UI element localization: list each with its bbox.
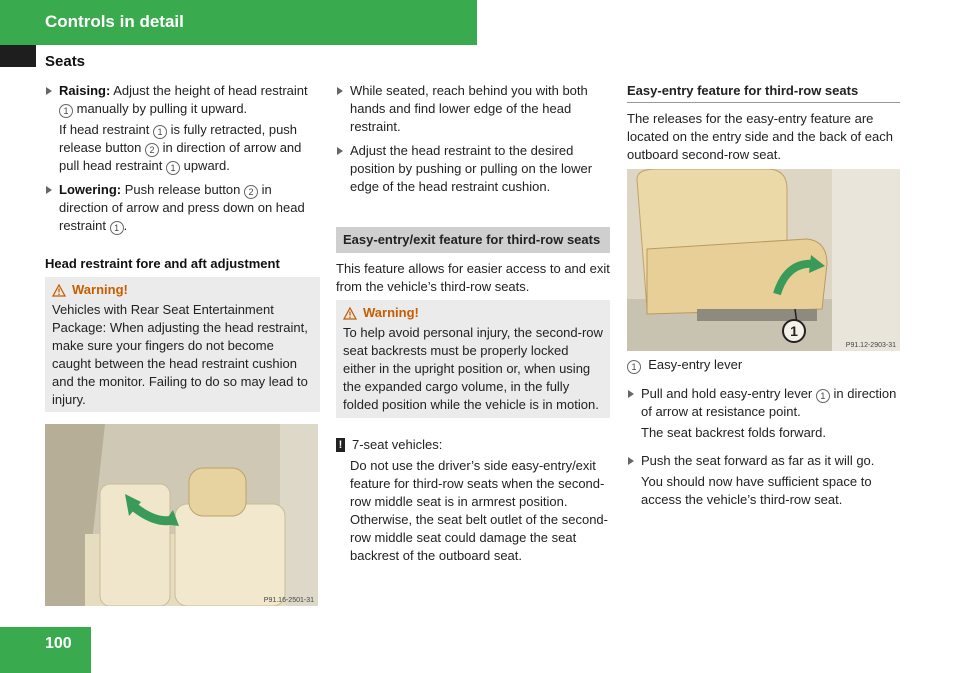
photo-caption: P91.12-2903-31 (845, 342, 896, 349)
easy-entry-intro: This feature allows for easier access to and exit from the vehicle’s third-row seats. (336, 261, 610, 294)
raising-text-end: manually by pulling it upward. (76, 101, 248, 116)
section-marker (0, 45, 36, 67)
raising-label: Raising: (59, 83, 111, 98)
lowering-step: Lowering: Push release button 2 in direction of arrow and press down on head restraint 1 . (45, 181, 320, 235)
header-bar (0, 0, 477, 45)
column-right (627, 82, 900, 164)
step-pull-result: The seat backrest folds forward. (641, 425, 826, 440)
bullet-triangle-icon (628, 457, 634, 465)
warning-box (45, 277, 320, 412)
retracted-text: If head restraint 1 is fully retracted, push release button 2 in direction of arrow and pull head restraint 1 upward. (59, 122, 302, 173)
step-push-seat: Push the seat forward as far as it will go. (627, 452, 900, 470)
column-left (45, 82, 320, 412)
seat-illustration (627, 169, 900, 351)
page-number-tab (0, 627, 91, 673)
circled-number-icon: 1 (816, 389, 830, 403)
fore-aft-heading: Head restraint fore and aft adjustment (45, 256, 280, 271)
note-text: Do not use the driver’s side easy-entry/exit feature for third-row seats when the second-row middle seat is in armrest position. Otherwise, the seat belt outlet of the second-row middle seat could damage the seat backrest of the outboard seat. (350, 458, 608, 563)
head-restraint-illustration (45, 424, 318, 606)
raising-text: Adjust the height of head restraint (113, 83, 308, 98)
circled-number-icon: 1 (166, 161, 180, 175)
bullet-triangle-icon (337, 87, 343, 95)
circled-number-icon: 1 (59, 104, 73, 118)
column-middle (336, 82, 610, 565)
step-pull-lever: Pull and hold easy-entry lever 1 in direction of arrow at resistance point. (627, 385, 900, 421)
raising-step (45, 82, 320, 118)
bullet-triangle-icon (46, 186, 52, 194)
step-push-result: You should now have sufficient space to access the vehicle’s third-row seat. (641, 474, 872, 507)
step-reach: While seated, reach behind you with both hands and find lower edge of the head restraint. (336, 82, 610, 136)
head-restraint-photo (45, 424, 318, 606)
bullet-triangle-icon (46, 87, 52, 95)
warning-title: Warning! (72, 282, 128, 297)
note-heading: ! 7-seat vehicles: (336, 436, 610, 454)
circled-number-icon: 1 (153, 125, 167, 139)
warning-box (336, 300, 610, 418)
photo-marker: 1 (790, 323, 798, 339)
bullet-triangle-icon (628, 390, 634, 398)
warning-title: Warning! (363, 305, 419, 320)
header-title: Controls in detail (45, 12, 184, 31)
page-number: 100 (45, 635, 72, 652)
warning-text: To help avoid personal injury, the second-row seat backrests must be properly locked either in the upright position or, when using the expanded cargo volume, in the fully folded position while the vehicle is in motion. (343, 325, 603, 412)
circled-number-icon: 1 (627, 360, 641, 374)
warning-text: Vehicles with Rear Seat Entertainment Package: When adjusting the head restraint, make sure your fingers do not become caught between the head restraint cushion and the monitor. Failing to do so may lead to injury. (52, 302, 308, 407)
lowering-label: Lowering: (59, 182, 122, 197)
column-right-lower (627, 356, 900, 509)
seat-photo (627, 169, 900, 351)
step-adjust: Adjust the head restraint to the desired position by pushing or pulling on the lower edge of the head restraint cushion. (336, 142, 610, 196)
easy-entry-exit-heading: Easy-entry/exit feature for third-row seats (336, 227, 610, 253)
warning-triangle-icon (343, 307, 357, 320)
circled-number-icon: 2 (145, 143, 159, 157)
exclamation-icon: ! (336, 438, 345, 452)
warning-triangle-icon (52, 284, 66, 297)
legend-item: 1 Easy-entry lever (627, 356, 900, 374)
circled-number-icon: 1 (110, 221, 124, 235)
photo-caption: P91.16-2501-31 (263, 597, 314, 604)
circled-number-icon: 2 (244, 185, 258, 199)
section-title: Seats (45, 53, 86, 70)
easy-entry-description: The releases for the easy-entry feature are located on the entry side and the back of each outboard second-row seat. (627, 111, 893, 162)
easy-entry-heading: Easy-entry feature for third-row seats (627, 82, 900, 103)
bullet-triangle-icon (337, 147, 343, 155)
